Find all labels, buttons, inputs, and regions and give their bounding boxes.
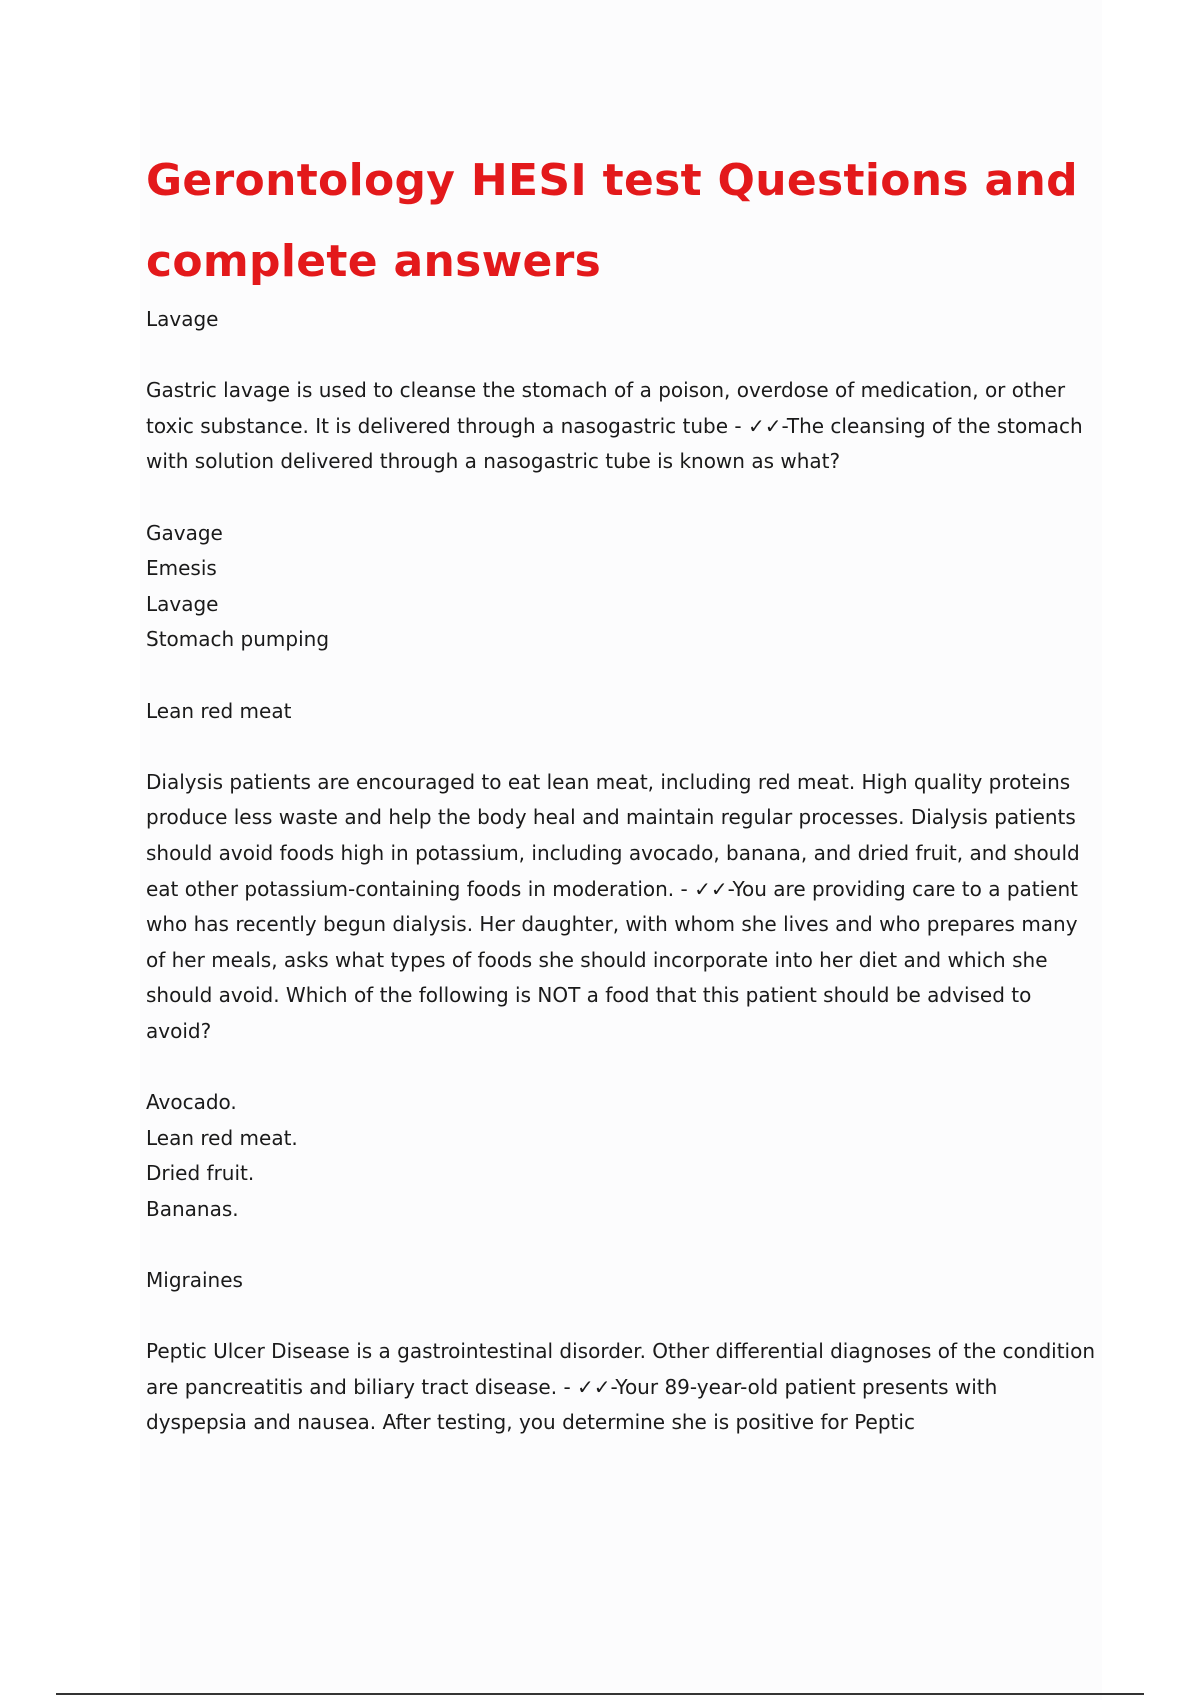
- answer-text: Lean red meat: [146, 698, 292, 723]
- options-list: [146, 516, 1096, 658]
- document-title: Gerontology HESI test Questions and complete answers: [146, 155, 1078, 287]
- option-item: Gavage: [146, 520, 223, 545]
- options-list: [146, 1085, 1096, 1227]
- option-item: Avocado.: [146, 1090, 237, 1115]
- explanation-text: Peptic Ulcer Disease is a gastrointestinal disorder. Other differential diagnoses of the condition are pancreatitis and biliary tract disease. - ✓✓-Your 89-year-old patient presents with dyspepsia and nausea. After testing, you determine she is positive for Peptic: [146, 1339, 1096, 1435]
- option-item: Lean red meat.: [146, 1125, 298, 1150]
- option-item: Dried fruit.: [146, 1161, 255, 1186]
- qa-entry: [146, 694, 1096, 1264]
- option-item: Lavage: [146, 591, 219, 616]
- answer-text: Migraines: [146, 1268, 243, 1293]
- page-bottom-rule: [56, 1693, 1144, 1695]
- explanation-text: Gastric lavage is used to cleanse the stomach of a poison, overdose of medication, or other toxic substance. It is delivered through a nasogastric tube - ✓✓-The cleansing of the stomach with solution delivered through a nasogastric tube is known as what?: [146, 378, 1083, 474]
- qa-entry: [146, 1263, 1096, 1441]
- document-body: [146, 140, 1096, 1441]
- option-item: Stomach pumping: [146, 627, 330, 652]
- answer-text: Lavage: [146, 307, 219, 331]
- option-item: Emesis: [146, 556, 217, 581]
- option-item: Bananas.: [146, 1196, 239, 1221]
- qa-entry: [146, 302, 1096, 694]
- explanation-text: Dialysis patients are encouraged to eat lean meat, including red meat. High quality proteins produce less waste and help the body heal and maintain regular processes. Dialysis patients should avoid foods high in potassium, including avocado, banana, and dried fruit, and should eat other potassium-containing foods in moderation. - ✓✓-You are providing care to a patient who has recently begun dialysis. Her daughter, with whom she lives and who prepares many of her meals, asks what types of foods she should incorporate into her diet and which she should avoid. Which of the following is NOT a food that this patient should be advised to avoid?: [146, 769, 1080, 1043]
